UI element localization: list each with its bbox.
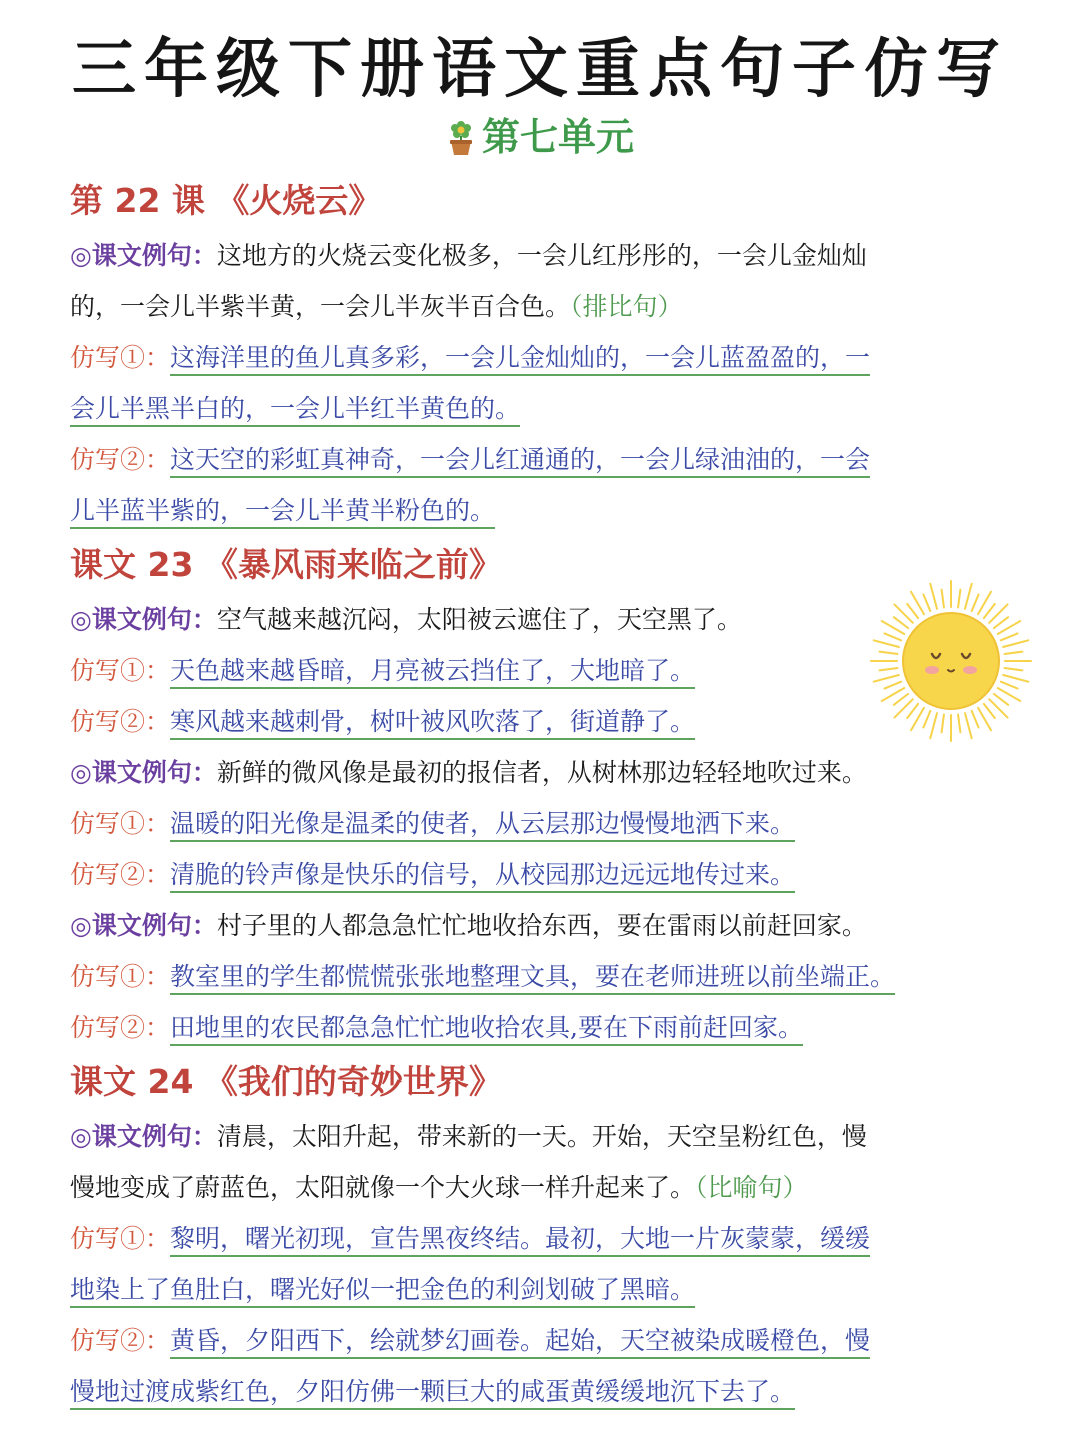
imitation-2-cont <box>70 485 1020 536</box>
imitate-label-1: 仿写①： <box>70 1224 171 1253</box>
lesson-title-22: 第 22 课 《火烧云》 <box>70 181 382 220</box>
sun-ray <box>984 704 995 718</box>
example-sentence <box>70 747 1020 798</box>
sun-ray <box>880 668 898 670</box>
page-title: 三年级下册语文重点句子仿写 <box>72 33 1008 107</box>
sun-ray <box>942 590 944 608</box>
imitation-text: 慢地过渡成紫红色，夕阳仿佛一颗巨大的咸蛋黄缓缓地沉下去了。 <box>70 1377 795 1410</box>
imitation-1-cont <box>70 383 1020 434</box>
imitate-label-1: 仿写①： <box>70 656 171 685</box>
sun-ray <box>1005 652 1023 654</box>
example-label: ◎课文例句： <box>70 605 217 634</box>
sun-ray <box>894 694 908 705</box>
example-text: 清晨，太阳升起，带来新的一天。开始，天空呈粉红色，慢 <box>216 1122 867 1151</box>
example-sentence <box>70 1111 1020 1162</box>
sun-ray <box>874 675 899 682</box>
imitation-2 <box>70 849 1020 900</box>
sun-ray <box>907 704 918 718</box>
example-sentence-cont <box>70 281 1020 332</box>
imitation-text: 地染上了鱼肚白，曙光好似一把金色的利剑划破了黑暗。 <box>70 1275 695 1308</box>
imitate-label-2: 仿写②： <box>70 860 171 889</box>
sun-ray <box>923 594 930 611</box>
sun-ray <box>874 640 899 647</box>
sun-ray <box>958 590 960 608</box>
sun-ray <box>1001 633 1018 640</box>
sun-ray <box>994 617 1008 628</box>
example-sentence <box>70 900 1020 951</box>
example-text: 这地方的火烧云变化极多，一会儿红彤彤的，一会儿金灿灿 <box>216 241 867 270</box>
example-label: ◎课文例句： <box>70 241 217 270</box>
content <box>70 172 1020 1417</box>
sun-ray <box>1003 640 1028 647</box>
example-text: 慢地变成了蔚蓝色，太阳就像一个大火球一样升起来了。 <box>70 1173 696 1202</box>
example-label: ◎课文例句： <box>70 1122 217 1151</box>
sun-ray <box>942 715 944 733</box>
imitation-text: 天色越来越昏暗，月亮被云挡住了，大地暗了。 <box>170 656 695 689</box>
example-text: 的，一会儿半紫半黄，一会儿半灰半百合色。 <box>70 292 571 321</box>
sun-ray <box>923 711 930 728</box>
example-text: 新鲜的微风像是最初的报信者，从树林那边轻轻地吹过来。 <box>216 758 867 787</box>
sun-ray <box>930 713 937 738</box>
imitation-text: 教室里的学生都慌慌张张地整理文具，要在老师进班以前坐端正。 <box>170 962 895 995</box>
imitate-label-2: 仿写②： <box>70 707 171 736</box>
imitation-2-cont <box>70 1366 1020 1417</box>
example-sentence-cont <box>70 1162 1020 1213</box>
imitation-text: 寒风越来越刺骨，树叶被风吹落了，街道静了。 <box>170 707 695 740</box>
sentence-type-note: （排比句） <box>570 292 683 321</box>
sun-ray <box>1001 682 1018 689</box>
potted-flower-icon <box>446 116 476 165</box>
imitation-1 <box>70 951 1020 1002</box>
imitation-text: 儿半蓝半紫的，一会儿半黄半粉色的。 <box>70 496 495 529</box>
sentence-type-note: （比喻句） <box>695 1173 808 1202</box>
example-sentence <box>70 230 1020 281</box>
imitate-label-1: 仿写①： <box>70 343 171 372</box>
imitation-1 <box>70 332 1020 383</box>
imitation-text: 清脆的铃声像是快乐的信号，从校园那边远远地传过来。 <box>170 860 795 893</box>
imitation-1-cont <box>70 1264 1020 1315</box>
sun-ray <box>884 682 901 689</box>
sun-ray <box>1003 675 1028 682</box>
imitate-label-1: 仿写①： <box>70 809 171 838</box>
sun-ray <box>930 584 937 609</box>
lesson-title-23: 课文 23 《暴风雨来临之前》 <box>70 545 502 584</box>
imitation-text: 黎明，曙光初现，宣告黑夜终结。最初，大地一片灰蒙蒙，缓缓 <box>170 1224 870 1257</box>
example-text: 空气越来越沉闷，太阳被云遮住了，天空黑了。 <box>216 605 742 634</box>
sun-ray <box>965 713 972 738</box>
imitation-text: 黄昏，夕阳西下，绘就梦幻画卷。起始，天空被染成暖橙色，慢 <box>170 1326 870 1359</box>
imitate-label-2: 仿写②： <box>70 1013 171 1042</box>
imitation-2 <box>70 434 1020 485</box>
example-label: ◎课文例句： <box>70 911 217 940</box>
sun-ray <box>994 694 1008 705</box>
sun-ray <box>884 633 901 640</box>
imitation-2 <box>70 1002 1020 1053</box>
sun-ray <box>965 584 972 609</box>
sun-ray <box>958 715 960 733</box>
imitate-label-2: 仿写②： <box>70 445 171 474</box>
sun-ray <box>972 711 979 728</box>
imitation-text: 这天空的彩虹真神奇，一会儿红通通的，一会儿绿油油的，一会 <box>170 445 870 478</box>
example-text: 村子里的人都急急忙忙地收拾东西，要在雷雨以前赶回家。 <box>216 911 867 940</box>
imitation-text: 温暖的阳光像是温柔的使者，从云层那边慢慢地洒下来。 <box>170 809 795 842</box>
sun-ray <box>880 652 898 654</box>
sun-ray <box>972 594 979 611</box>
example-label: ◎课文例句： <box>70 758 217 787</box>
imitation-2 <box>70 1315 1020 1366</box>
imitation-1 <box>70 798 1020 849</box>
imitation-1 <box>70 1213 1020 1264</box>
smiling-sun-icon <box>868 578 1034 748</box>
sun-ray <box>984 604 995 618</box>
imitate-label-2: 仿写②： <box>70 1326 171 1355</box>
imitation-text: 这海洋里的鱼儿真多彩，一会儿金灿灿的，一会儿蓝盈盈的，一 <box>170 343 870 376</box>
unit-heading <box>0 106 1080 165</box>
imitation-text: 田地里的农民都急急忙忙地收拾农具,要在下雨前赶回家。 <box>170 1013 803 1046</box>
imitation-text: 会儿半黑半白的，一会儿半红半黄色的。 <box>70 394 520 427</box>
sun-ray <box>907 604 918 618</box>
unit-label: 第七单元 <box>481 115 634 159</box>
lesson-title-24: 课文 24 《我们的奇妙世界》 <box>70 1062 502 1101</box>
sun-ray <box>894 617 908 628</box>
sun-ray <box>1005 668 1023 670</box>
imitate-label-1: 仿写①： <box>70 962 171 991</box>
